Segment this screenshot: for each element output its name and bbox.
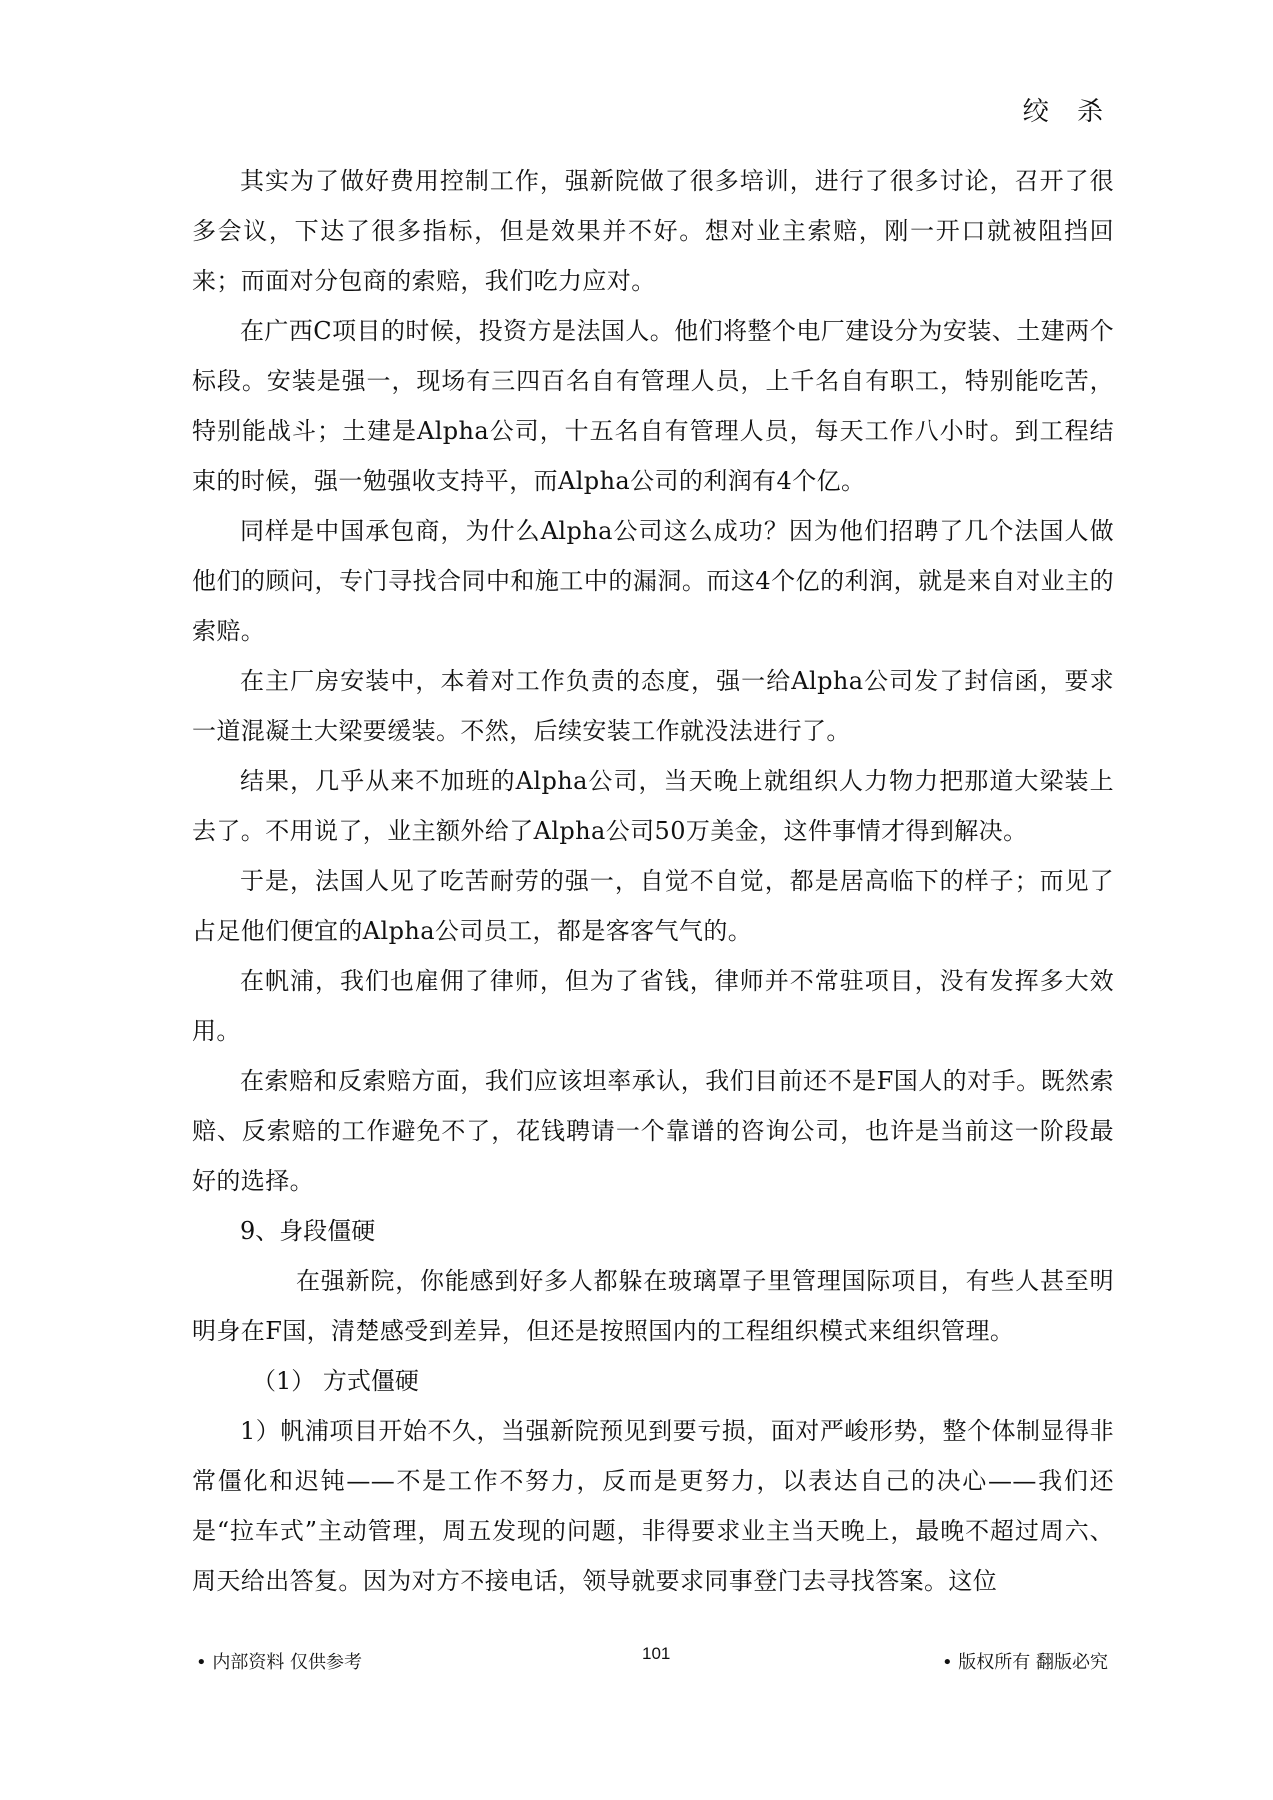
final-paragraph: 1）帆浦项目开始不久，当强新院预见到要亏损，面对严峻形势，整个体制显得非常僵化和迟钝——不是工作不努力，反而是更努力，以表达自己的决心——我们还是“拉车式”主动管理，周五发现的问题，非得要求业主当天晚上，最晚不超过周六、周天给出答复。因为对方不接电话，领导就要求同事登门去寻找答案。这位: [192, 1417, 1114, 1595]
subsection-heading: （1） 方式僵硬: [252, 1367, 419, 1395]
page-body: [192, 156, 1114, 1606]
body-paragraph: 其实为了做好费用控制工作，强新院做了很多培训，进行了很多讨论，召开了很多会议，下达了很多指标，但是效果并不好。想对业主索赔，刚一开口就被阻挡回来；而面对分包商的索赔，我们吃力应对。: [192, 167, 1114, 295]
body-paragraph: 结果，几乎从来不加班的Alpha公司，当天晚上就组织人力物力把那道大梁装上去了。不用说了，业主额外给了Alpha公司50万美金，这件事情才得到解决。: [192, 767, 1114, 845]
footer-right-note: • 版权所有 翻版必究: [941, 1652, 1108, 1673]
page-footer: [196, 1644, 1108, 1678]
body-paragraph: 于是，法国人见了吃苦耐劳的强一，自觉不自觉，都是居高临下的样子；而见了占足他们便宜的Alpha公司员工，都是客客气气的。: [192, 867, 1114, 945]
page-number: 101: [642, 1644, 671, 1663]
body-paragraph: 在广西C项目的时候，投资方是法国人。他们将整个电厂建设分为安装、土建两个标段。安装是强一，现场有三四百名自有管理人员，上千名自有职工，特别能吃苦，特别能战斗；土建是Alpha公司，十五名自有管理人员，每天工作八小时。到工程结束的时候，强一勉强收支持平，而Alpha公司的利润有4个亿。: [192, 317, 1114, 495]
body-paragraph: 在主厂房安装中，本着对工作负责的态度，强一给Alpha公司发了封信函，要求一道混凝土大梁要缓装。不然，后续安装工作就没法进行了。: [192, 667, 1114, 745]
body-paragraph: 同样是中国承包商，为什么Alpha公司这么成功？因为他们招聘了几个法国人做他们的顾问，专门寻找合同中和施工中的漏洞。而这4个亿的利润，就是来自对业主的索赔。: [192, 517, 1114, 645]
body-paragraph: 在帆浦，我们也雇佣了律师，但为了省钱，律师并不常驻项目，没有发挥多大效用。: [192, 967, 1114, 1045]
section-heading: 9、身段僵硬: [240, 1217, 376, 1245]
section-paragraph: 在强新院，你能感到好多人都躲在玻璃罩子里管理国际项目，有些人甚至明明身在F国，清楚感受到差异，但还是按照国内的工程组织模式来组织管理。: [192, 1267, 1114, 1345]
footer-left-note: • 内部资料 仅供参考: [196, 1652, 363, 1673]
running-header-title: 绞 杀: [1022, 97, 1113, 127]
body-paragraph: 在索赔和反索赔方面，我们应该坦率承认，我们目前还不是F国人的对手。既然索赔、反索赔的工作避免不了，花钱聘请一个靠谱的咨询公司，也许是当前这一阶段最好的选择。: [192, 1067, 1114, 1195]
